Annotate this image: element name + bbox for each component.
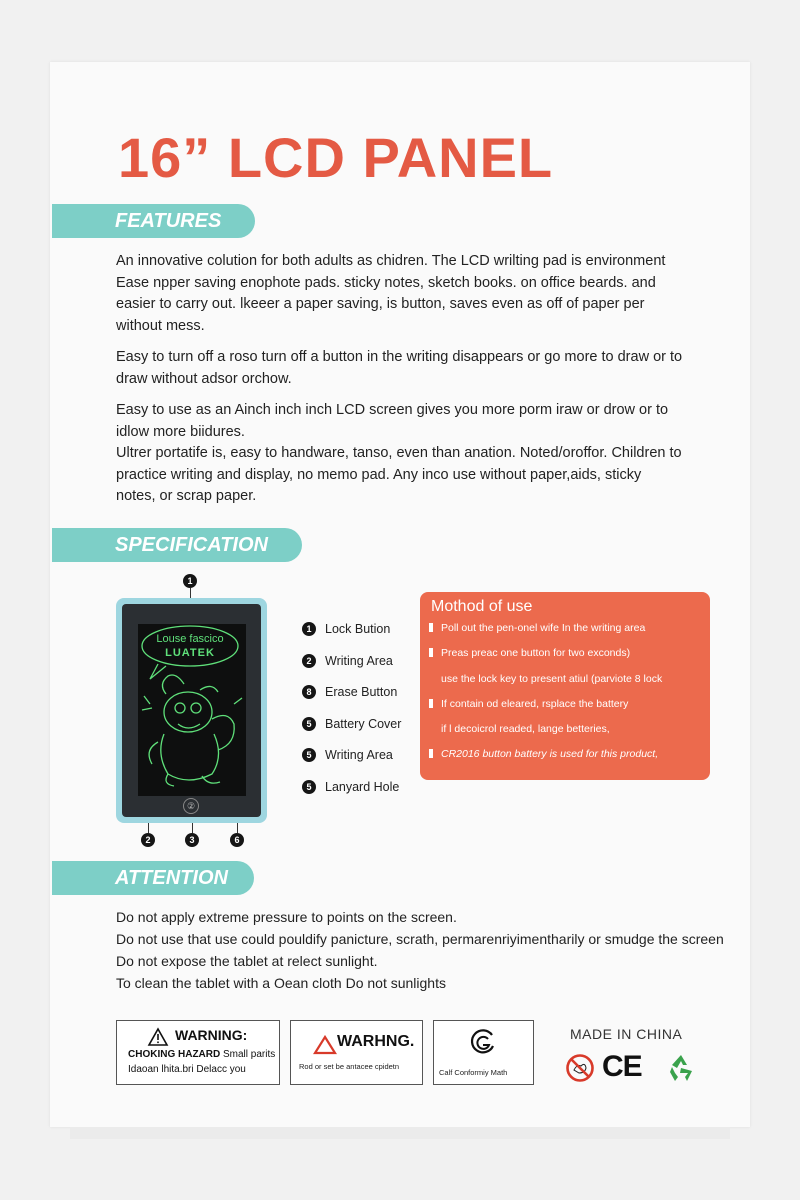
features-paragraph-2: Easy to turn off a roso turn off a button in the writing disappears or go more to draw or to draw without adsor orchow. — [116, 349, 683, 387]
part-item: 5 Battery Cover — [302, 717, 401, 749]
method-item: If contain od eleared, rsplace the battery — [429, 698, 704, 723]
tablet-frame — [122, 604, 261, 817]
callout-lock: 1 — [183, 574, 197, 588]
attention-banner: ATTENTION — [52, 861, 254, 895]
part-item: 5 Lanyard Hole — [302, 780, 401, 812]
features-paragraph-3: Easy to use as an Ainch inch inch LCD screen gives you more porm iraw or drow or to idlow more biidures. — [116, 402, 669, 440]
method-item: Preas preac one button for two exconds) — [429, 647, 704, 672]
screen-text-1: Louse fascico — [156, 633, 224, 645]
page-title: 16” LCD PANEL — [118, 126, 554, 189]
attention-line: Do not use that use could pouldify panicture, scrath, permarenriyimentharily or smudge the screen — [116, 931, 724, 947]
warhng-title: WARHNG. — [337, 1033, 415, 1050]
tablet-illustration — [116, 598, 267, 823]
parts-list — [302, 622, 401, 812]
method-item: if l decoicrol readed, lange betteries, — [441, 723, 610, 736]
conformity-text: Calf Conformiy Math — [439, 1068, 508, 1077]
package-edge — [70, 1127, 730, 1139]
method-of-use-box — [420, 592, 710, 780]
callout-line — [192, 823, 193, 833]
method-item: use the lock key to present atiul (parviote 8 lock — [441, 672, 663, 685]
attention-text — [116, 906, 724, 994]
attention-line: To clean the tablet with a Oean cloth Do not sunlights — [116, 975, 446, 991]
features-banner: FEATURES — [52, 204, 255, 238]
callout-line — [237, 823, 238, 833]
method-title: Mothod of use — [431, 598, 533, 615]
conformity-label — [433, 1020, 534, 1085]
method-item: Poll out the pen-onel wife In the writing area — [429, 622, 704, 647]
erase-button-icon: ② — [183, 798, 199, 814]
conformity-mark-icon — [468, 1027, 498, 1057]
warning-triangle-red-icon — [313, 1035, 337, 1055]
warning-line-1: CHOKING HAZARD Small parits — [128, 1049, 276, 1060]
callout-erase: 3 — [185, 833, 199, 847]
warhng-text: Rod or set be antacee cpidetn — [299, 1062, 400, 1071]
bullet-icon — [429, 749, 433, 758]
made-in-china: MADE IN CHINA — [570, 1026, 683, 1042]
bullet-icon — [429, 648, 433, 657]
bullet-icon — [429, 623, 433, 632]
tablet-screen — [138, 624, 246, 796]
part-item: 5 Writing Area — [302, 748, 401, 780]
features-paragraph-1: An innovative colution for both adults as chidren. The LCD wrilting pad is environment Ease npper saving enophote pads. sticky notes, sketch books. on office beards. and easier to carry out. lkeeer a paper saving, is button, saves even as off of paper per without mess. — [116, 253, 666, 334]
callout-lanyard: 6 — [230, 833, 244, 847]
ce-mark-icon: CE — [602, 1050, 642, 1083]
attention-line: Do not apply extreme pressure to points on the screen. — [116, 909, 457, 925]
part-item: 1 Lock Bution — [302, 622, 401, 654]
bullet-icon — [429, 699, 433, 708]
part-item: 8 Erase Button — [302, 685, 401, 717]
no-small-parts-icon — [565, 1053, 595, 1083]
attention-line: Do not expose the tablet at relect sunlight. — [116, 953, 378, 969]
method-list — [429, 622, 704, 774]
callout-line — [148, 823, 149, 833]
callout-writing-area: 2 — [141, 833, 155, 847]
screen-text-2: LUATEK — [165, 647, 215, 659]
warning-line-2: Idaoan lhita.bri Delacc you — [128, 1064, 246, 1075]
warning-triangle-icon — [147, 1027, 169, 1047]
warning-title: WARNING: — [175, 1027, 248, 1043]
warning-label — [116, 1020, 280, 1085]
part-item: 2 Writing Area — [302, 654, 401, 686]
specification-banner: SPECIFICATION — [52, 528, 302, 562]
recycle-icon — [664, 1051, 698, 1085]
warhng-label — [290, 1020, 423, 1085]
method-item: CR2016 button battery is used for this product, — [429, 748, 704, 773]
screen-drawing — [138, 624, 246, 796]
features-text — [116, 251, 716, 518]
features-paragraph-4: Ultrer portatife is, easy to handware, tanso, even than anation. Noted/oroffor. Children to practice writing and display, no memo pad. Any inco use without paper,aids, sticky notes, or scrap paper. — [116, 445, 682, 504]
